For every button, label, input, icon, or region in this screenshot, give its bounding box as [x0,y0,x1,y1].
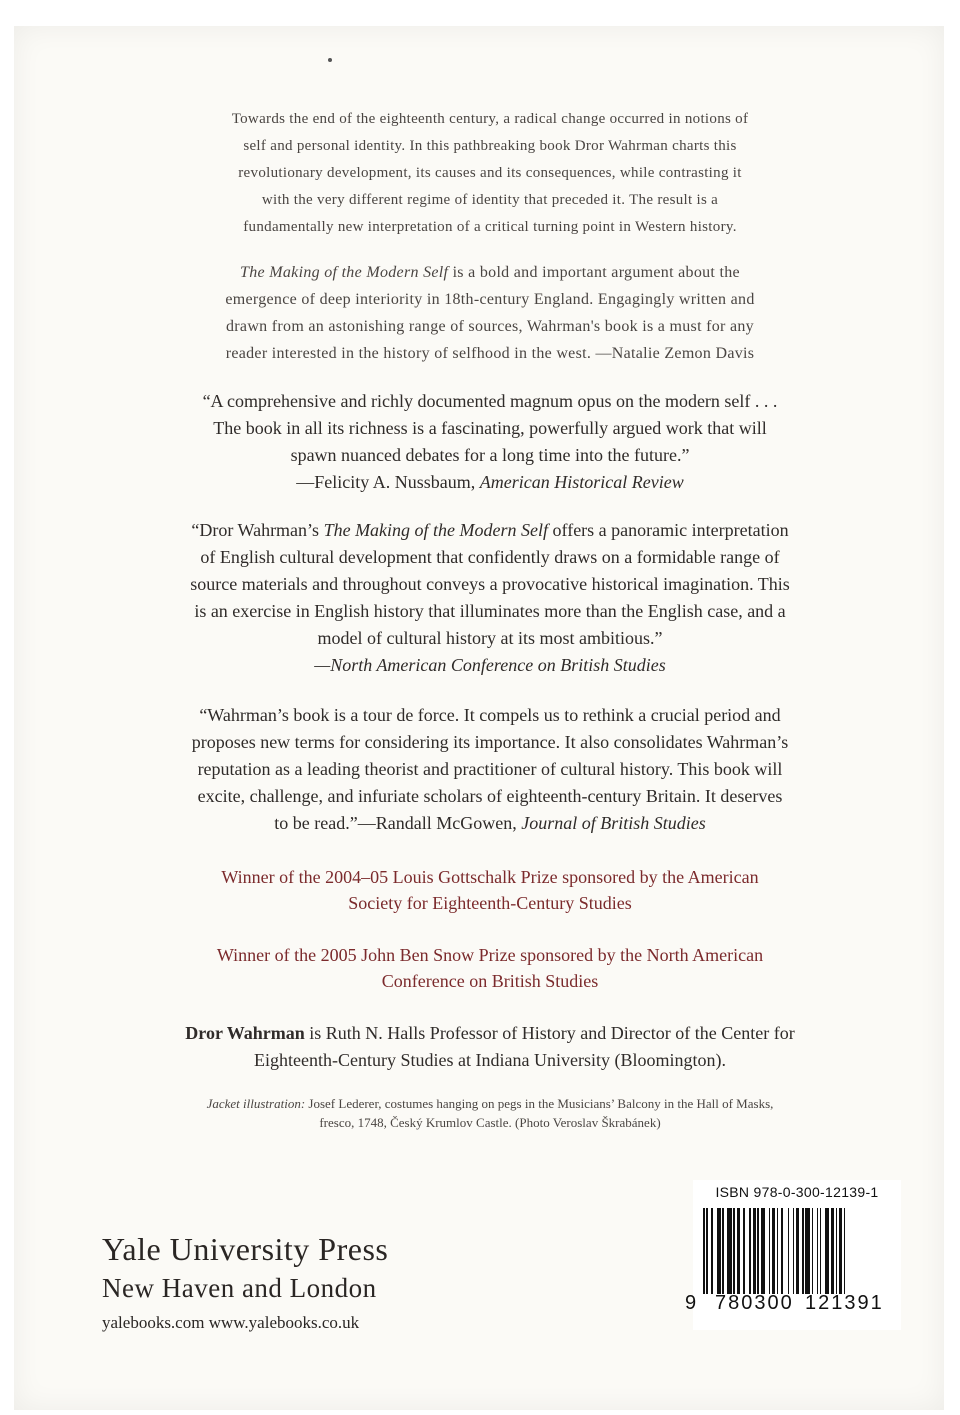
barcode-bar [753,1208,756,1294]
blurb-line: “Wahrman’s book is a tour de force. It compels us to rethink a crucial period and [199,705,781,725]
blurb-nacbs: “Dror Wahrman’s The Making of the Modern Self offers a panoramic interpretation of English cultural development that confidently draws on a formidable range of source materials and throughout conveys a provocative historical imagination. This is an exercise in English history that illuminates more than the English case, and a model of cultural history at its most ambitious.” —North American Conference on British Studies [130,517,850,679]
blurb-line: source materials and throughout conveys a provocative historical imagination. This [190,574,790,594]
barcode-bar [769,1208,771,1294]
book-title: The Making of the Modern Self [240,264,449,281]
blurb-nussbaum [130,388,850,496]
speck [328,58,332,62]
blurb-line: “A comprehensive and richly documented magnum opus on the modern self . . . [202,391,778,411]
blurb-line: reputation as a leading theorist and practitioner of cultural history. This book will [197,759,783,779]
barcode-bar [737,1208,740,1294]
blurb-line: drawn from an astonishing range of sources, Wahrman's book is a must for any [226,318,754,335]
barcode-bar [831,1208,834,1294]
barcode-bar [820,1208,822,1294]
publisher-place: New Haven and London [102,1273,377,1303]
blurb-line: The book in all its richness is a fascinating, powerfully argued work that will [213,418,767,438]
barcode-bar [757,1208,759,1294]
blurb-line: excite, challenge, and infuriate scholars of eighteenth-century Britain. It deserves [197,786,783,806]
description-paragraph [130,106,850,241]
blurb-attribution: —North American Conference on British Studies [314,655,666,675]
blurb-line: is an exercise in English history that illuminates more than the English case, and a [194,601,786,621]
barcode-bar [796,1208,799,1294]
barcode-bar [839,1208,842,1294]
barcode-bar [805,1208,810,1294]
barcode-bar [817,1208,819,1294]
book-title: The Making of the Modern Self [323,520,549,540]
blurb-davis: The Making of the Modern Self is a bold and important argument about the emergence of deep interiority in 18th-century England. Engagingly written and drawn from an astonishing range of sources, Wahrman's book is a must for any reader interested in the history of selfhood in the west. —Natalie Zemon Davis [130,259,850,367]
barcode-bar [761,1208,766,1294]
publisher-urls: yalebooks.com www.yalebooks.co.uk [102,1313,360,1332]
barcode-bar [749,1208,751,1294]
description-line: Towards the end of the eighteenth century, a radical change occurred in notions of [231,111,749,127]
barcode-bar [836,1208,838,1294]
barcode-bar [727,1208,732,1294]
barcode-bar [812,1208,814,1294]
barcode-bar [706,1208,708,1294]
blurb-mcgowen: “Wahrman’s book is a tour de force. It compels us to rethink a crucial period and proposes new terms for considering its importance. It also consolidates Wahrman’s reputation as a leading theorist and practitioner of cultural history. This book will excite, challenge, and infuriate scholars of eighteenth-century Britain. It deserves to be read.”—Randall McGowen, Journal of British Studies [130,702,850,837]
barcode-bar [802,1208,804,1294]
barcode-bar [788,1208,790,1294]
blurb-line: reader interested in the history of selfhood in the west. —Natalie Zemon Davis [225,345,755,362]
barcode-bar [777,1208,779,1294]
barcode-bar [717,1208,720,1294]
blurb-line: spawn nuanced debates for a long time into the future.” [290,445,690,465]
barcode-bars [703,1208,893,1294]
award-gottschalk: Winner of the 2004–05 Louis Gottschalk Prize sponsored by the American Society for Eighteenth-Century Studies [221,867,759,913]
barcode-bar [743,1208,745,1294]
barcode-bar [703,1208,705,1294]
author-name: Dror Wahrman [185,1023,305,1043]
description-line: fundamentally new interpretation of a critical turning point in Western history. [243,219,737,235]
blurb-line: proposes new terms for considering its importance. It also consolidates Wahrman’s [191,732,789,752]
barcode-bar [772,1208,775,1294]
jacket-credit: Jacket illustration: Josef Lederer, costumes hanging on pegs in the Musicians’ Balcony in the Hall of Masks, fresco, 1748, Český Krumlov Castle. (Photo Veroslav Škrabánek) [206,1096,774,1130]
barcode-bar [793,1208,795,1294]
barcode-bar [844,1208,846,1294]
publisher-block [102,1228,388,1340]
barcode-bar [781,1208,783,1294]
isbn-label: ISBN 978-0-300-12139-1 [715,1184,879,1200]
blurb-line: model of cultural history at its most ambitious.” [317,628,663,648]
barcode-bar [711,1208,713,1294]
blurb-line: of English cultural development that confidently draws on a formidable range of [200,547,780,567]
barcode-bar [825,1208,830,1294]
description-line: revolutionary development, its causes and its consequences, while contrasting it [238,165,742,181]
barcode-bar [733,1208,735,1294]
isbn-barcode: ISBN 978-0-300-12139-1 9 780300 121391 [693,1180,901,1330]
barcode-bar [722,1208,724,1294]
blurb-attribution: —Felicity A. Nussbaum, American Historical Review [296,472,684,492]
publisher-name: Yale University Press [102,1231,389,1267]
description-line: self and personal identity. In this pathbreaking book Dror Wahrman charts this [243,138,737,154]
author-bio: Dror Wahrman is Ruth N. Halls Professor of History and Director of the Center for Eighteenth-Century Studies at Indiana University (Bloomington). [185,1023,795,1070]
award-snow: Winner of the 2005 John Ben Snow Prize sponsored by the North American Conference on British Studies [216,945,764,991]
blurb-line: emergence of deep interiority in 18th-century England. Engagingly written and [225,291,755,308]
description-line: with the very different regime of identity that preceded it. The result is a [261,192,719,208]
